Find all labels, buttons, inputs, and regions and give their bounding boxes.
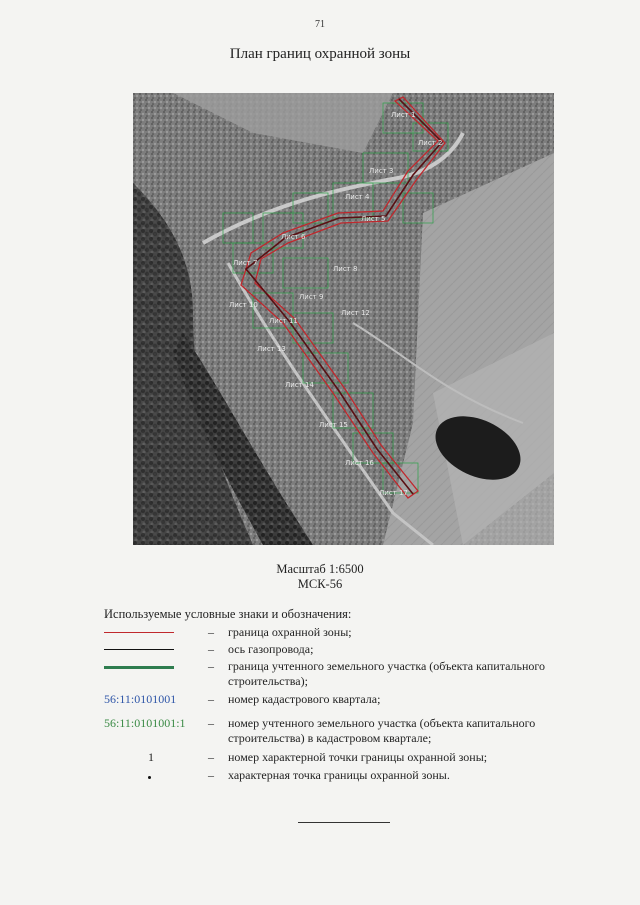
map-sheet-label: Лист 7: [233, 259, 258, 267]
legend-green-line-symbol: [104, 659, 200, 674]
map-sheet-label: Лист 13: [257, 345, 286, 353]
legend-dash: –: [208, 716, 214, 730]
legend-number-symbol: 1: [148, 750, 154, 764]
bottom-rule: [298, 822, 390, 823]
legend-dash: –: [208, 750, 214, 764]
map-sheet-label: Лист 5: [361, 215, 386, 223]
legend-dash: –: [208, 659, 214, 673]
page-number: 71: [315, 19, 325, 30]
map-sheet-label: Лист 1: [391, 111, 416, 119]
map-sheet-label: Лист 16: [345, 459, 374, 467]
legend-dash: –: [208, 768, 214, 782]
legend-text: граница охранной зоны;: [228, 625, 352, 639]
map-sheet-label: Лист 17: [379, 489, 408, 497]
legend-black-line-symbol: [104, 642, 200, 657]
legend-text: номер учтенного земельного участка (объекта капитального строительства) в кадастровом квартале;: [228, 716, 536, 745]
legend-text: характерная точка границы охранной зоны.: [228, 768, 450, 782]
coordinate-system: МСК-56: [297, 577, 343, 591]
legend-green-code: 56:11:0101001:1: [104, 716, 186, 730]
map-sheet-label: Лист 8: [333, 265, 358, 273]
satellite-map: [133, 93, 554, 545]
map-sheet-label: Лист 10: [229, 301, 258, 309]
page-title: План границ охранной зоны: [229, 46, 411, 62]
map-sheet-label: Лист 9: [299, 293, 324, 301]
map-sheet-label: Лист 15: [319, 421, 348, 429]
legend-red-line-symbol: [104, 625, 200, 640]
legend-text: граница учтенного земельного участка (объекта капитального строительства);: [228, 659, 546, 688]
legend-dash: –: [208, 692, 214, 706]
legend-heading: Используемые условные знаки и обозначения:: [104, 607, 352, 621]
map-sheet-label: Лист 3: [369, 167, 394, 175]
legend-dash: –: [208, 625, 214, 639]
map-sheet-label: Лист 2: [418, 139, 443, 147]
legend-dot-symbol: [148, 776, 151, 779]
legend-blue-code: 56:11:0101001: [104, 692, 177, 706]
map-sheet-label: Лист 11: [269, 317, 298, 325]
scale-value: Масштаб 1:6500: [276, 562, 364, 576]
legend-text: номер кадастрового квартала;: [228, 692, 381, 706]
legend-text: номер характерной точки границы охранной зоны;: [228, 750, 488, 764]
legend-dash: –: [208, 642, 214, 656]
map-sheet-label: Лист 6: [281, 233, 306, 241]
map-sheet-label: Лист 12: [341, 309, 370, 317]
legend-text: ось газопровода;: [228, 642, 314, 656]
map-sheet-label: Лист 4: [345, 193, 370, 201]
map-sheet-label: Лист 14: [285, 381, 314, 389]
